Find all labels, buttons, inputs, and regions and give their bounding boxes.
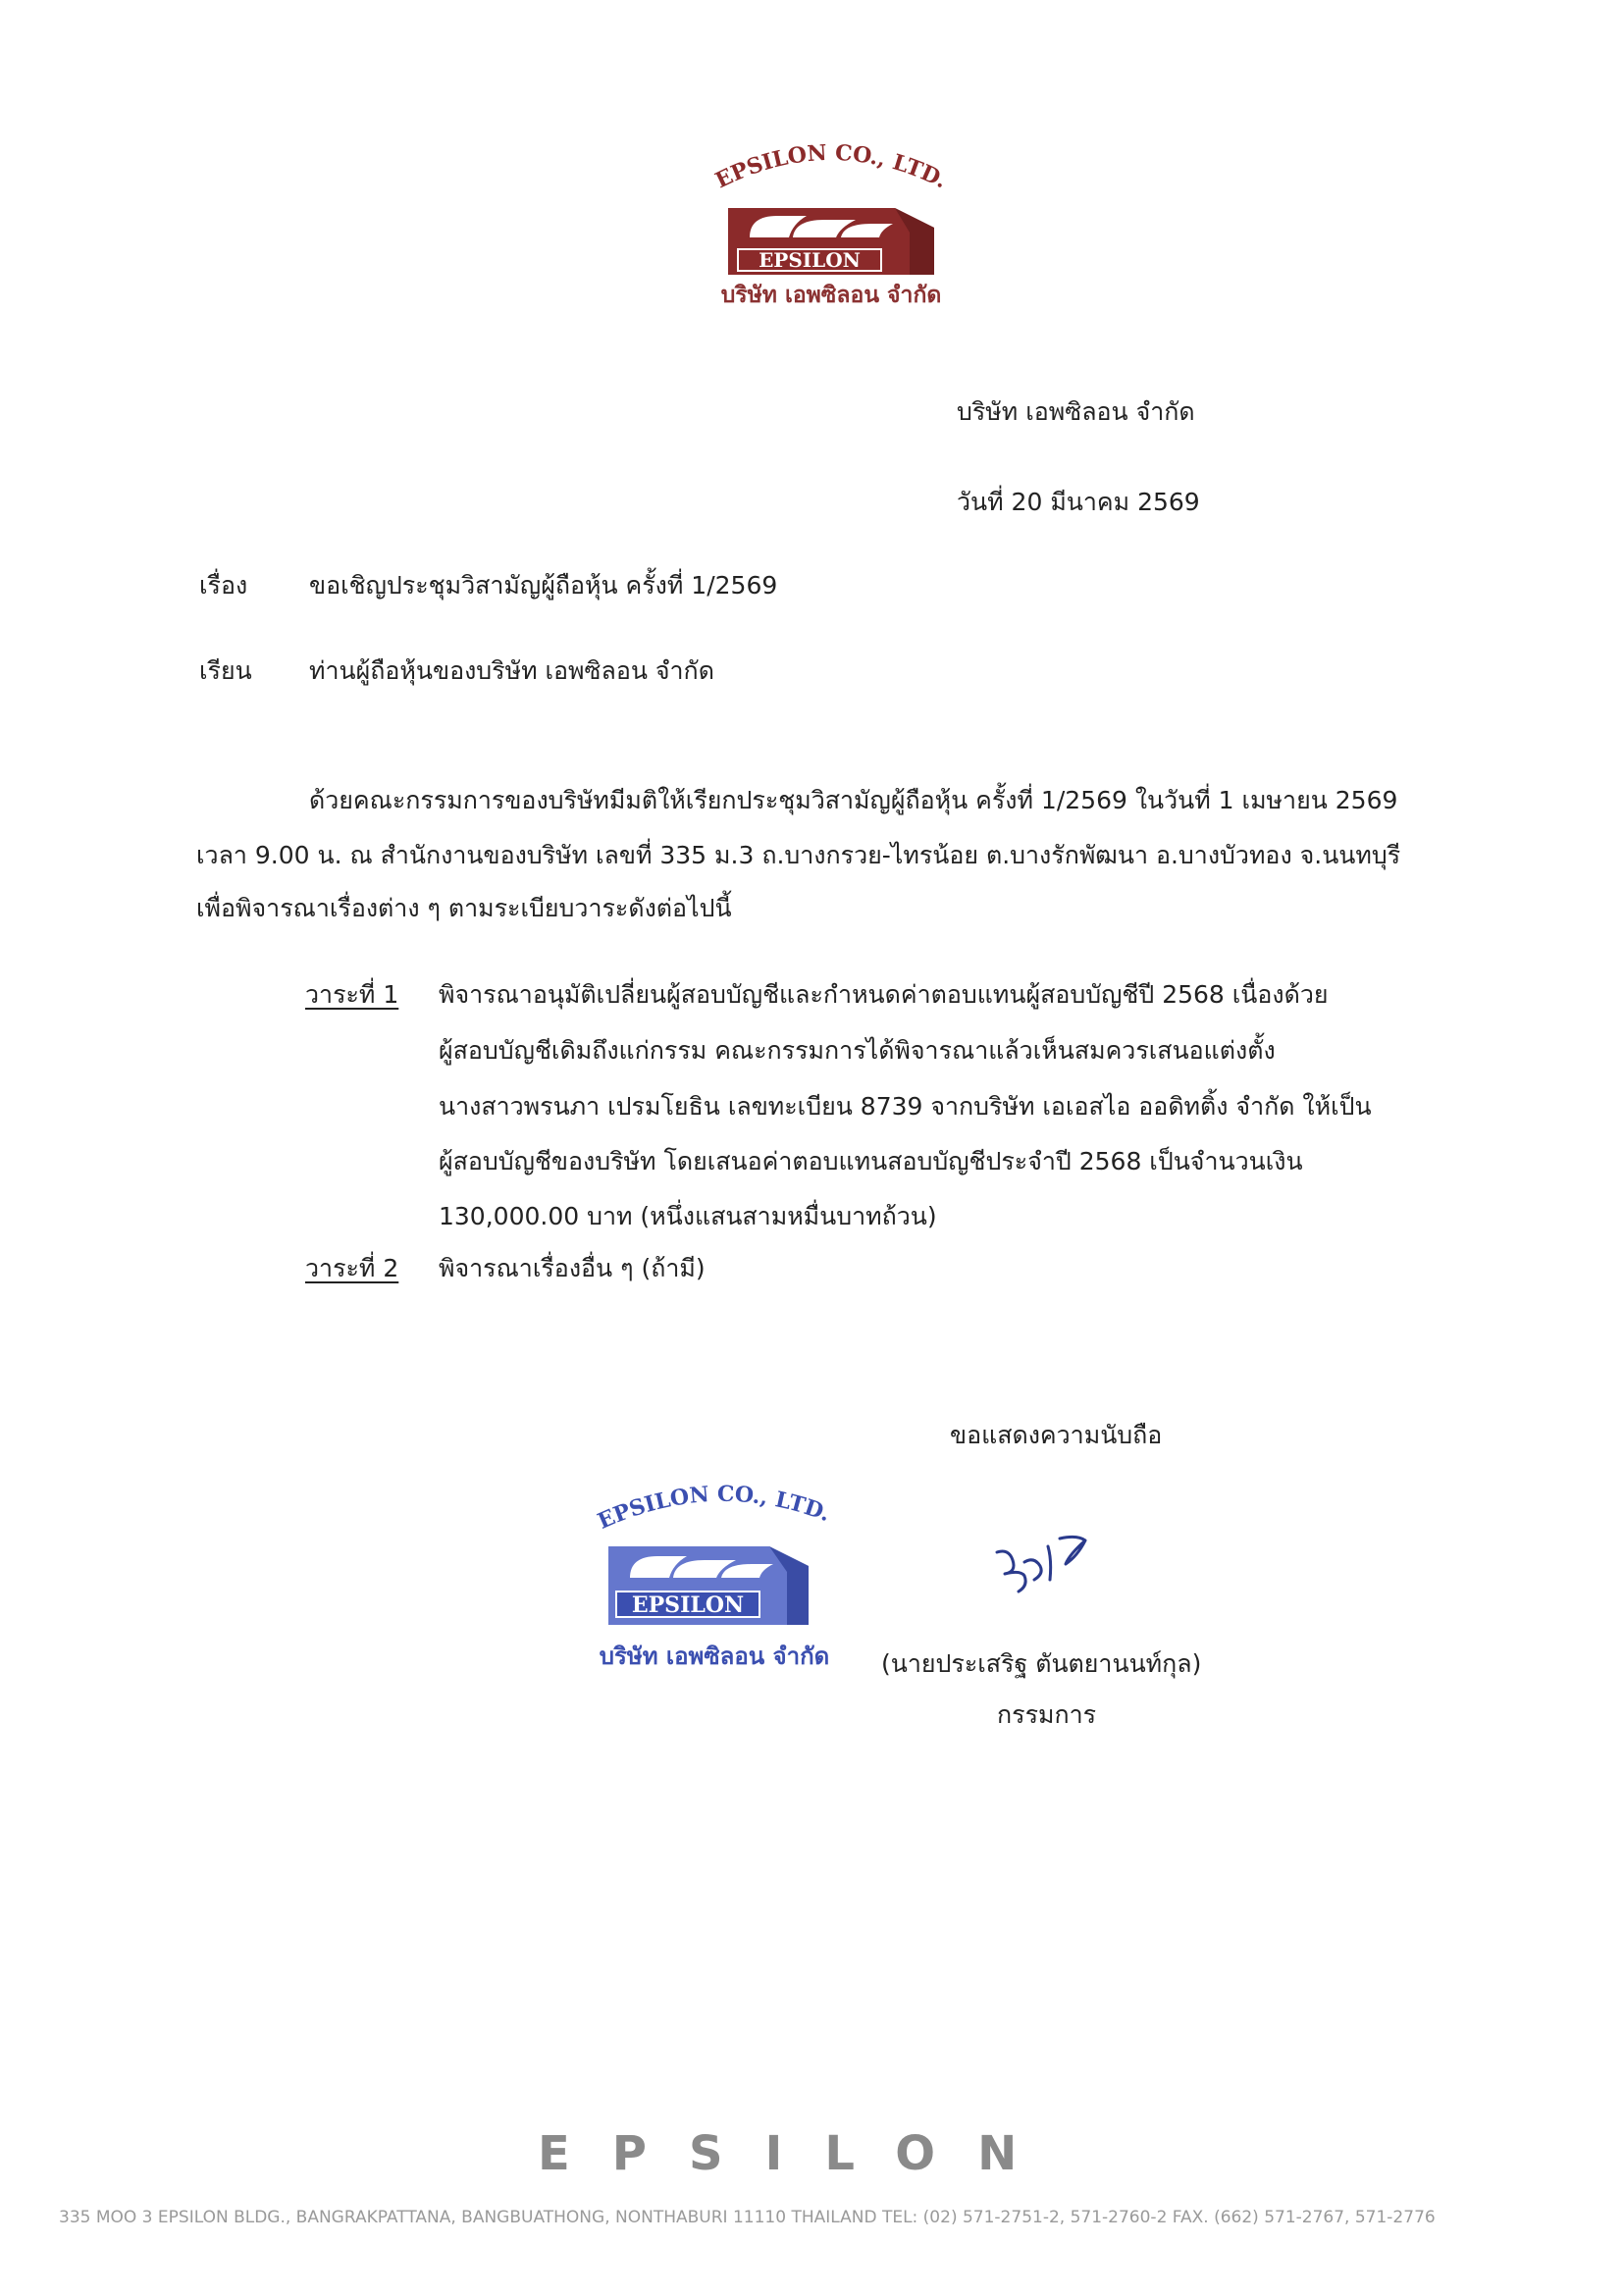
agenda-1-label: วาระที่ 1 [305, 980, 399, 1009]
footer-brand: EPSILON [538, 2126, 1060, 2181]
agenda-1-line: 130,000.00 บาท (หนึ่งแสนสามหมื่นบาทถ้วน) [439, 1202, 937, 1230]
agenda-2-label: วาระที่ 2 [305, 1254, 399, 1282]
signer-title: กรรมการ [997, 1700, 1097, 1729]
stamp-logo-word: EPSILON [631, 1592, 745, 1618]
logo-company-name-en: EPSILON CO., LTD. [711, 139, 952, 194]
closing-salutation: ขอแสดงความนับถือ [950, 1421, 1163, 1449]
subject-label: เรื่อง [199, 571, 248, 600]
stamp-company-name-th: บริษัท เอพซิลอน จำกัด [599, 1643, 830, 1670]
logo-word: EPSILON [759, 248, 861, 272]
recipient-text: ท่านผู้ถือหุ้นของบริษัท เอพซิลอน จำกัด [309, 656, 714, 685]
logo-company-name-th: บริษัท เอพซิลอน จำกัด [720, 283, 942, 308]
body-line: เพื่อพิจารณาเรื่องต่าง ๆ ตามระเบียบวาระดังต่อไปนี้ [196, 894, 732, 922]
stamp-company-name-en: EPSILON CO., LTD. [594, 1481, 834, 1535]
body-line: เวลา 9.00 น. ณ สำนักงานของบริษัท เลขที่ 335 ม.3 ถ.บางกรวย-ไทรน้อย ต.บางรักพัฒนา อ.บางบัวทอง จ.นนทบุรี [196, 841, 1401, 869]
agenda-1-line: นางสาวพรนภา เปรมโยธิน เลขทะเบียน 8739 จากบริษัท เอเอสไอ ออดิทติ้ง จำกัด ให้เป็น [439, 1092, 1372, 1121]
agenda-1-line: ผู้สอบบัญชีของบริษัท โดยเสนอค่าตอบแทนสอบบัญชีประจำปี 2568 เป็นจำนวนเงิน [439, 1147, 1303, 1175]
sender-name: บริษัท เอพซิลอน จำกัด [957, 397, 1195, 426]
handwritten-signature [991, 1531, 1109, 1604]
agenda-1-line: พิจารณาอนุมัติเปลี่ยนผู้สอบบัญชีและกำหนดค่าตอบแทนผู้สอบบัญชีปี 2568 เนื่องด้วย [439, 980, 1329, 1009]
letter-date: วันที่ 20 มีนาคม 2569 [957, 488, 1200, 516]
recipient-label: เรียน [199, 656, 252, 685]
agenda-2-line: พิจารณาเรื่องอื่น ๆ (ถ้ามี) [439, 1254, 706, 1282]
body-line: ด้วยคณะกรรมการของบริษัทมีมติให้เรียกประชุมวิสามัญผู้ถือหุ้น ครั้งที่ 1/2569 ในวันที่ 1 เมษายน 2569 [309, 786, 1398, 814]
footer-address: 335 MOO 3 EPSILON BLDG., BANGRAKPATTANA, BANGBUATHONG, NONTHABURI 11110 THAILAND TEL: (02) 571-2751-2, 571-2760-2 FAX. (662) 571-2767, 571-2776 [59, 2208, 1436, 2227]
subject-text: ขอเชิญประชุมวิสามัญผู้ถือหุ้น ครั้งที่ 1/2569 [309, 571, 778, 600]
signer-name: (นายประเสริฐ ตันตยานนท์กุล) [881, 1649, 1202, 1678]
agenda-1-line: ผู้สอบบัญชีเดิมถึงแก่กรรม คณะกรรมการได้พิจารณาแล้วเห็นสมควรเสนอแต่งตั้ง [439, 1036, 1276, 1065]
